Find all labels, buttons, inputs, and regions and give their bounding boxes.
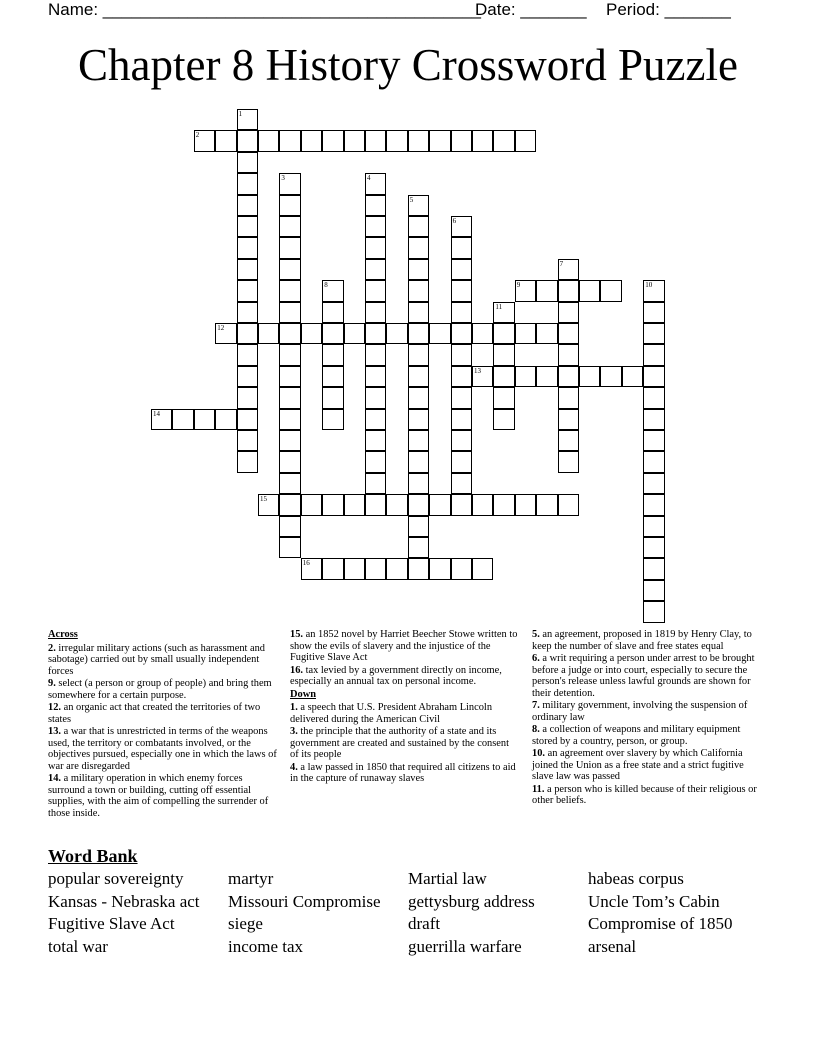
- crossword-cell[interactable]: [365, 473, 386, 494]
- crossword-cell[interactable]: [408, 237, 429, 258]
- word-bank-column-4: [588, 868, 733, 958]
- crossword-cell[interactable]: [279, 216, 300, 237]
- crossword-cell[interactable]: [429, 130, 450, 151]
- crossword-cell[interactable]: [451, 558, 472, 579]
- crossword-cell[interactable]: [408, 280, 429, 301]
- clue-across-16: 16. tax levied by a government directly on income, especially an annual tax on personal income.: [290, 664, 502, 687]
- crossword-cell[interactable]: [643, 387, 664, 408]
- crossword-cell[interactable]: [365, 130, 386, 151]
- crossword-cell[interactable]: [429, 558, 450, 579]
- clue-number: 13: [474, 366, 481, 375]
- word-bank-column-1: [48, 868, 200, 958]
- crossword-cell[interactable]: [237, 173, 258, 194]
- crossword-cell[interactable]: [472, 130, 493, 151]
- crossword-cell[interactable]: [408, 344, 429, 365]
- crossword-cell[interactable]: [643, 473, 664, 494]
- crossword-cell[interactable]: [344, 494, 365, 515]
- crossword-cell[interactable]: [451, 259, 472, 280]
- crossword-cell[interactable]: [408, 366, 429, 387]
- crossword-cell[interactable]: [237, 152, 258, 173]
- crossword-cell[interactable]: [493, 494, 514, 515]
- clue-number: 14: [153, 409, 160, 418]
- word-bank-item: martyr: [228, 869, 274, 888]
- crossword-cell[interactable]: [515, 366, 536, 387]
- word-bank-item: total war: [48, 936, 108, 956]
- crossword-cell[interactable]: [558, 430, 579, 451]
- down-heading: Down: [290, 688, 316, 700]
- clue-down-11: 11. a person who is killed because of their religious or other beliefs.: [532, 783, 757, 806]
- crossword-cell[interactable]: [365, 259, 386, 280]
- crossword-cell[interactable]: [643, 558, 664, 579]
- crossword-cell[interactable]: [515, 130, 536, 151]
- word-bank-item: Missouri Compromise: [228, 891, 381, 911]
- crossword-cell[interactable]: [408, 430, 429, 451]
- crossword-cell[interactable]: [279, 537, 300, 558]
- clue-across-15: 15. an 1852 novel by Harriet Beecher Stowe written to show the evils of slavery and the injustice of the Fugitive Slave Act: [290, 629, 518, 663]
- crossword-cell[interactable]: [279, 259, 300, 280]
- clue-down-5: 5. an agreement, proposed in 1819 by Henry Clay, to keep the number of slave and free states equal: [532, 629, 752, 652]
- crossword-cell[interactable]: [279, 494, 300, 515]
- crossword-cell[interactable]: [279, 451, 300, 472]
- crossword-cell[interactable]: [237, 430, 258, 451]
- crossword-cell[interactable]: [365, 216, 386, 237]
- clue-across-13: 13. a war that is unrestricted in terms of the weapons used, the territory or combatants involved, or the objectives pursued, especially one in which the laws of war are disregarded: [48, 726, 277, 772]
- crossword-cell[interactable]: [258, 130, 279, 151]
- word-bank-item: Kansas - Nebraska act: [48, 891, 200, 911]
- crossword-cell[interactable]: [365, 494, 386, 515]
- crossword-cell[interactable]: [451, 451, 472, 472]
- crossword-cell[interactable]: [451, 494, 472, 515]
- crossword-cell[interactable]: [279, 280, 300, 301]
- crossword-cell[interactable]: [451, 409, 472, 430]
- crossword-cell[interactable]: [322, 302, 343, 323]
- crossword-cell[interactable]: [558, 366, 579, 387]
- crossword-cell[interactable]: [493, 387, 514, 408]
- crossword-cell[interactable]: [279, 237, 300, 258]
- crossword-cell[interactable]: [536, 494, 557, 515]
- clue-number: 10: [645, 281, 653, 290]
- clue-down-4: 4. a law passed in 1850 that required all citizens to aid in the capture of runaway slaves: [290, 761, 516, 784]
- crossword-cell[interactable]: [408, 130, 429, 151]
- word-bank-item: income tax: [228, 936, 304, 956]
- crossword-cell[interactable]: [365, 237, 386, 258]
- crossword-cell[interactable]: [172, 409, 193, 430]
- crossword-cell[interactable]: [365, 195, 386, 216]
- crossword-cell[interactable]: [322, 558, 343, 579]
- crossword-cell[interactable]: [408, 558, 429, 579]
- crossword-cell[interactable]: [558, 302, 579, 323]
- clue-down-10: 10. an agreement over slavery by which California joined the Union as a free state and a strict fugitive slave law was passed: [532, 748, 744, 782]
- crossword-cell[interactable]: [643, 430, 664, 451]
- crossword-cell[interactable]: [279, 195, 300, 216]
- crossword-cell[interactable]: [322, 344, 343, 365]
- crossword-cell[interactable]: [451, 280, 472, 301]
- crossword-cell[interactable]: [279, 387, 300, 408]
- crossword-cell[interactable]: [237, 280, 258, 301]
- crossword-cell[interactable]: [600, 366, 621, 387]
- crossword-cell[interactable]: [451, 473, 472, 494]
- name-field[interactable]: Name: ________________________________________: [48, 0, 481, 19]
- crossword-cell[interactable]: [237, 130, 258, 151]
- crossword-cell[interactable]: [493, 130, 514, 151]
- word-bank-item: Fugitive Slave Act: [48, 914, 175, 934]
- crossword-cell[interactable]: [493, 344, 514, 365]
- word-bank-item: Compromise of 1850: [588, 914, 733, 934]
- crossword-cell[interactable]: [451, 387, 472, 408]
- clue-number: 2: [195, 131, 200, 140]
- crossword-cell[interactable]: [408, 259, 429, 280]
- crossword-cell[interactable]: [579, 366, 600, 387]
- crossword-cell[interactable]: [237, 302, 258, 323]
- crossword-cell[interactable]: [451, 130, 472, 151]
- clue-number: 8: [324, 281, 328, 290]
- crossword-cell[interactable]: [515, 323, 536, 344]
- crossword-cell[interactable]: [365, 387, 386, 408]
- crossword-cell[interactable]: [279, 344, 300, 365]
- word-bank-item: habeas corpus: [588, 869, 684, 888]
- clue-number: 1: [238, 110, 243, 118]
- page-title: Chapter 8 History Crossword Puzzle: [78, 40, 738, 90]
- crossword-cell[interactable]: [558, 451, 579, 472]
- crossword-cell[interactable]: [408, 473, 429, 494]
- crossword-cell[interactable]: [215, 409, 236, 430]
- crossword-cell[interactable]: [237, 237, 258, 258]
- clues-column-1: [48, 629, 282, 820]
- crossword-cell[interactable]: [536, 280, 557, 301]
- word-bank-item: gettysburg address: [408, 891, 535, 911]
- crossword-cell[interactable]: [451, 302, 472, 323]
- crossword-cell[interactable]: [451, 237, 472, 258]
- crossword-cell[interactable]: [279, 409, 300, 430]
- clue-down-7: 7. military government, involving the suspension of ordinary law: [532, 700, 748, 723]
- crossword-cell[interactable]: [322, 130, 343, 151]
- crossword-cell[interactable]: [643, 494, 664, 515]
- crossword-cell[interactable]: [643, 323, 664, 344]
- crossword-cell[interactable]: [386, 558, 407, 579]
- clue-across-12: 12. an organic act that created the territories of two states: [48, 702, 261, 725]
- crossword-cell[interactable]: [215, 130, 236, 151]
- crossword-cell[interactable]: [237, 216, 258, 237]
- crossword-cell[interactable]: [408, 323, 429, 344]
- crossword-cell[interactable]: [643, 537, 664, 558]
- word-bank-column-2: [228, 868, 381, 958]
- crossword-cell[interactable]: [237, 409, 258, 430]
- crossword-cell[interactable]: [643, 409, 664, 430]
- crossword-cell[interactable]: [301, 323, 322, 344]
- clues-column-3: [532, 629, 766, 808]
- clue-number: 12: [217, 324, 225, 332]
- crossword-cell[interactable]: [365, 344, 386, 365]
- date-field[interactable]: Date: _______: [475, 0, 587, 19]
- crossword-cell[interactable]: [408, 451, 429, 472]
- across-heading: Across: [48, 629, 78, 640]
- crossword-cell[interactable]: [472, 558, 493, 579]
- crossword-cell[interactable]: [301, 494, 322, 515]
- clue-across-9: 9. select (a person or group of people) and bring them somewhere for a certain purpose.: [48, 678, 272, 701]
- crossword-cell[interactable]: [558, 323, 579, 344]
- crossword-cell[interactable]: [643, 302, 664, 323]
- clue-number: 15: [260, 495, 267, 504]
- crossword-cell[interactable]: [365, 280, 386, 301]
- crossword-cell[interactable]: [365, 302, 386, 323]
- crossword-cell[interactable]: [558, 387, 579, 408]
- crossword-cell[interactable]: [386, 323, 407, 344]
- crossword-cell[interactable]: [344, 323, 365, 344]
- crossword-cell[interactable]: [322, 387, 343, 408]
- word-bank-item: siege: [228, 914, 263, 934]
- crossword-cell[interactable]: [365, 451, 386, 472]
- crossword-cell[interactable]: [365, 323, 386, 344]
- crossword-cell[interactable]: [386, 130, 407, 151]
- crossword-cell[interactable]: [558, 494, 579, 515]
- crossword-cell[interactable]: [558, 409, 579, 430]
- period-field[interactable]: Period: _______: [606, 0, 731, 19]
- crossword-cell[interactable]: [493, 366, 514, 387]
- crossword-cell[interactable]: [279, 323, 300, 344]
- crossword-cell[interactable]: [365, 430, 386, 451]
- crossword-cell[interactable]: [558, 344, 579, 365]
- clue-across-14: 14. a military operation in which enemy forces surround a town or building, cutting off essential supplies, with the aim of compelling the surrender of those inside.: [48, 773, 269, 819]
- crossword-cell[interactable]: [408, 494, 429, 515]
- word-bank-item: Martial law: [408, 869, 487, 888]
- word-bank-item: guerrilla warfare: [408, 936, 522, 956]
- crossword-cell[interactable]: [408, 216, 429, 237]
- crossword-cell[interactable]: [622, 366, 643, 387]
- crossword-cell[interactable]: [643, 580, 664, 601]
- clue-across-2: 2. irregular military actions (such as harassment and sabotage) carried out by small usually independent forces: [48, 642, 265, 677]
- crossword-cell[interactable]: [322, 409, 343, 430]
- crossword-cell[interactable]: [408, 516, 429, 537]
- clue-down-1: 1. a speech that U.S. President Abraham Lincoln delivered during the American Civil: [290, 702, 493, 725]
- clue-down-3: 3. the principle that the authority of a state and its government are created and sustained by the consent of its people: [290, 726, 509, 760]
- crossword-cell[interactable]: [365, 366, 386, 387]
- crossword-cell[interactable]: [258, 323, 279, 344]
- crossword-cell[interactable]: [643, 451, 664, 472]
- crossword-cell[interactable]: [279, 516, 300, 537]
- crossword-cell[interactable]: [429, 494, 450, 515]
- clue-number: 11: [495, 302, 503, 311]
- crossword-cell[interactable]: [237, 366, 258, 387]
- crossword-cell[interactable]: [322, 366, 343, 387]
- crossword-cell[interactable]: [643, 344, 664, 365]
- crossword-cell[interactable]: [536, 366, 557, 387]
- crossword-cell[interactable]: [451, 430, 472, 451]
- clue-down-8: 8. a collection of weapons and military equipment stored by a country, person, or group.: [532, 724, 741, 747]
- crossword-cell[interactable]: [493, 409, 514, 430]
- crossword-cell[interactable]: [536, 323, 557, 344]
- crossword-cell[interactable]: [344, 558, 365, 579]
- clue-number: 7: [559, 259, 564, 268]
- crossword-cell[interactable]: [643, 601, 664, 622]
- crossword-cell[interactable]: [408, 387, 429, 408]
- clue-number: 9: [516, 281, 521, 290]
- crossword-cell[interactable]: [579, 280, 600, 301]
- crossword-cell[interactable]: [386, 494, 407, 515]
- word-bank-item: arsenal: [588, 936, 637, 956]
- crossword-cell[interactable]: [472, 494, 493, 515]
- crossword-cell[interactable]: [643, 516, 664, 537]
- word-bank-title: Word Bank: [48, 846, 138, 866]
- crossword-cell[interactable]: [322, 323, 343, 344]
- crossword-cell[interactable]: [451, 323, 472, 344]
- crossword-cell[interactable]: [279, 473, 300, 494]
- crossword-cell[interactable]: [237, 387, 258, 408]
- crossword-cell[interactable]: [643, 366, 664, 387]
- crossword-cell[interactable]: [451, 366, 472, 387]
- crossword-cell[interactable]: [279, 130, 300, 151]
- crossword-cell[interactable]: [279, 302, 300, 323]
- clues-column-2: [290, 629, 520, 786]
- clue-number: 4: [367, 174, 371, 183]
- crossword-cell[interactable]: [279, 430, 300, 451]
- crossword-cell[interactable]: [194, 409, 215, 430]
- word-bank-column-3: [408, 868, 535, 958]
- crossword-cell[interactable]: [237, 344, 258, 365]
- crossword-cell[interactable]: [600, 280, 621, 301]
- word-bank-item: popular sovereignty: [48, 869, 184, 888]
- clue-number: 16: [302, 559, 310, 568]
- crossword-cell[interactable]: [451, 344, 472, 365]
- crossword-cell[interactable]: [472, 323, 493, 344]
- crossword-cell[interactable]: [237, 323, 258, 344]
- crossword-cell[interactable]: [279, 366, 300, 387]
- crossword-cell[interactable]: [365, 558, 386, 579]
- word-bank-item: draft: [408, 914, 441, 934]
- crossword-cell[interactable]: [237, 195, 258, 216]
- clue-down-6: 6. a writ requiring a person under arrest to be brought before a judge or into court, especially to secure the person's release unless lawful grounds are shown for their detention.: [532, 653, 755, 699]
- crossword-cell[interactable]: [237, 259, 258, 280]
- crossword-cell[interactable]: [237, 451, 258, 472]
- crossword-cell[interactable]: [429, 323, 450, 344]
- crossword-cell[interactable]: [408, 302, 429, 323]
- crossword-cell[interactable]: [365, 409, 386, 430]
- crossword-cell[interactable]: [493, 323, 514, 344]
- clue-number: 3: [281, 174, 285, 183]
- word-bank-item: Uncle Tom’s Cabin: [588, 891, 720, 911]
- crossword-cell[interactable]: [515, 494, 536, 515]
- crossword-cell[interactable]: [344, 130, 365, 151]
- crossword-cell[interactable]: [322, 494, 343, 515]
- crossword-cell[interactable]: [408, 537, 429, 558]
- crossword-cell[interactable]: [558, 280, 579, 301]
- crossword-cell[interactable]: [301, 130, 322, 151]
- clue-number: 5: [409, 195, 414, 204]
- clue-number: 6: [452, 217, 457, 225]
- crossword-cell[interactable]: [408, 409, 429, 430]
